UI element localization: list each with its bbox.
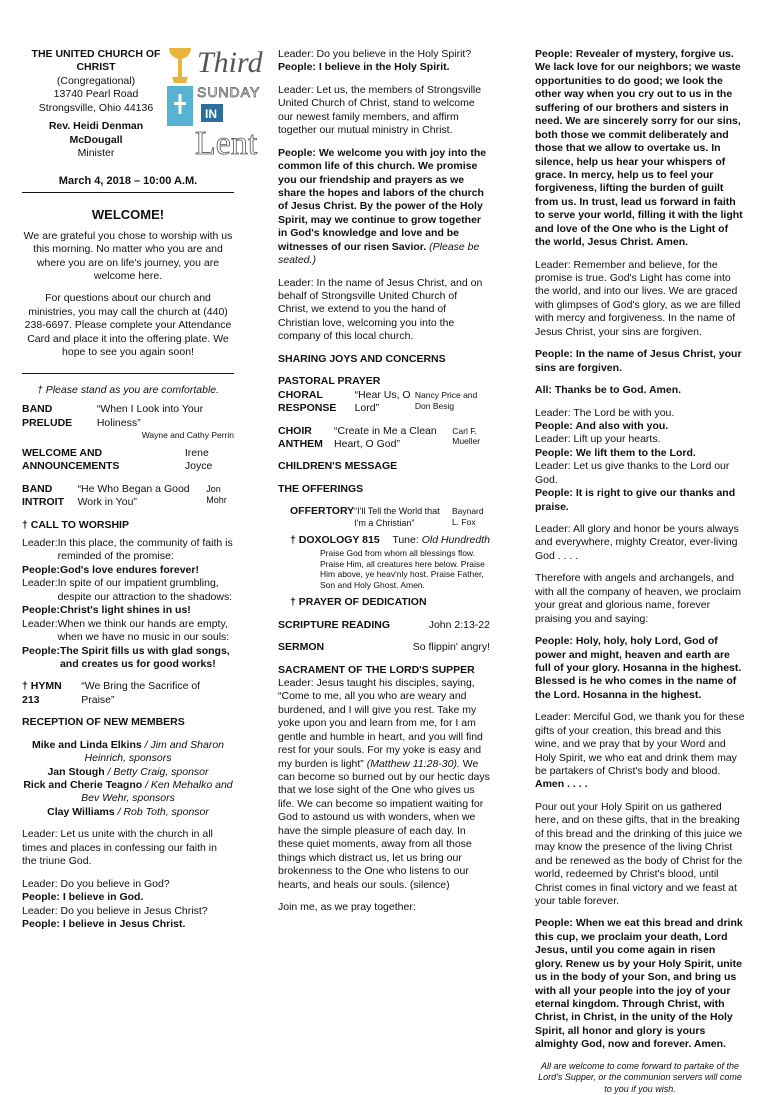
confession-prayer: People: Revealer of mystery, forgive us. We lack love for our neighbors; we waste opportunities to do good; we look the other way when you cry out to us in the suffering of our brothers and sisters in need. We are sincerely sorry for our sins, both those we commit deliberately and those that we allow to overtake us. In silence, help us hear your whispers of grace. In mercy, help us to feel your forgiveness, lifting the burden of guilt from us. In trust, lead us forward in faith to serve your world, filling it with the light and love of the One who is the Light of the world, Jesus Christ. Amen.	[535, 48, 743, 249]
member-sponsors: / Ken Mehalko and Bev Wehr, sponsors	[81, 779, 233, 805]
sacrament-ref: (Matthew 11:28-30).	[366, 757, 460, 770]
announcements-row	[22, 447, 234, 474]
welcome-people-text: People: We welcome you with joy into the common life of this church. We promise you our friendship and prayers as we share the hopes and labors of the church of Jesus Christ. By the power of the Holy Spirit, may we continue to grow together in God's knowledge and love and be witnesses of our risen Savior.	[278, 146, 487, 253]
choir-anthem-label: CHOIR ANTHEM	[278, 424, 323, 450]
band-prelude-row	[22, 403, 234, 430]
call-text: In this place, the community of faith is reminded of the promise:	[57, 537, 233, 563]
communion-dialog	[535, 407, 745, 515]
joys-concerns-heading: SHARING JOYS AND CONCERNS	[278, 352, 446, 365]
creed-q2: Leader: Do you believe in Jesus Christ?	[22, 904, 208, 917]
call-speaker: Leader:	[22, 577, 58, 590]
welcome-paragraph-2: For questions about our church and ministries, you may call the church at (440) 238-6697. Please complete your Attendance Card and place it into the offering plate. We hope to see you again soon!	[24, 292, 232, 359]
church-info	[22, 48, 170, 161]
scripture-row	[278, 619, 490, 632]
divider	[22, 192, 234, 193]
hymn-title: “We Bring the Sacrifice of Praise”	[81, 680, 201, 706]
column-3	[535, 48, 745, 1095]
member-sponsors: / Betty Craig, sponsor	[104, 765, 209, 778]
choir-anthem-title: “Create in Me a Clean Heart, O God”	[334, 424, 437, 450]
choir-anthem-composer: Carl F. Mueller	[452, 425, 481, 447]
call-speaker: People:	[22, 644, 60, 657]
member-name: Mike and Linda Elkins	[32, 738, 142, 751]
pastor-title: Minister	[77, 147, 115, 160]
band-introit-composer: Jon Mohr	[206, 483, 227, 506]
doxology-tune-label: Tune:	[392, 534, 419, 547]
choral-response-composer: Nancy Price and Don Besig	[414, 389, 478, 411]
scripture-label: SCRIPTURE READING	[278, 618, 391, 631]
extend-hand-leader: Leader: In the name of Jesus Christ, and on behalf of Strongsville United Church of Christ, we extend to you the hand of Christian love, welcoming you into the company of this local church.	[278, 276, 483, 343]
member-sponsors: / Rob Toth, sponsor	[114, 805, 209, 818]
call-to-worship-label: † CALL TO WORSHIP	[22, 518, 129, 531]
church-name: THE UNITED CHURCH OF CHRIST	[31, 48, 161, 74]
sermon-title: So flippin' angry!	[412, 641, 490, 654]
forgiven-people: People: In the name of Jesus Christ, your sins are forgiven.	[535, 348, 742, 374]
call-line	[22, 577, 234, 604]
call-line	[22, 537, 234, 564]
thanks-all: All: Thanks be to God. Amen.	[535, 384, 682, 397]
choir-anthem-row	[278, 425, 490, 452]
glory-leader: Leader: All glory and honor be yours always and everywhere, mighty Creator, ever-living God . . . .	[535, 523, 739, 562]
new-member	[22, 806, 234, 819]
dialog-line: Leader: Let us give thanks to the Lord our God.	[535, 460, 730, 486]
member-sponsors: / Jim and Sharon Heinrich, sponsors	[84, 738, 224, 765]
childrens-message-heading: CHILDREN'S MESSAGE	[278, 460, 398, 473]
column-2	[278, 48, 490, 914]
band-introit-label: BAND INTROIT	[22, 482, 64, 509]
new-member	[22, 779, 234, 806]
doxology-tune	[392, 534, 490, 547]
call-line	[22, 618, 234, 645]
band-prelude-composer: Wayne and Cathy Perrin	[141, 429, 234, 440]
hymn-label: † HYMN 213	[22, 680, 62, 706]
sacrament-text-1: Leader: Jesus taught his disciples, saying, “Come to me, all you who are weary and burdened, and I will give you rest. Take my yoke upon you and learn from me, for I am gentle and humble in heart, and you will find rest for your souls. For my yoke is easy and my burden is light”	[278, 676, 483, 770]
offertory-label: OFFERTORY	[290, 505, 355, 518]
choral-response-title: “Hear Us, O Lord”	[354, 388, 411, 415]
call-speaker: Leader:	[22, 617, 58, 630]
pastoral-prayer-heading: PASTORAL PRAYER	[278, 375, 381, 388]
band-introit-row	[22, 483, 234, 510]
merciful-leader	[535, 711, 745, 792]
dialog-line: People: And also with you.	[535, 419, 669, 432]
member-name: Rick and Cherie Teagno	[23, 779, 143, 792]
band-prelude-title: “When I Look into Your Holiness”	[96, 403, 204, 429]
call-text: God's love endures forever!	[59, 563, 199, 576]
new-members-list	[22, 739, 234, 820]
doxology-text: Praise God from whom all blessings flow. Praise Him, all creatures here below. Praise Him above, ye heav'nly host. Praise Father, Son and Holy Ghost. Amen.	[320, 547, 485, 591]
new-member	[22, 766, 234, 779]
dialog-line: People: It is right to give our thanks and praise.	[535, 487, 736, 513]
creed-a1: People: I believe in God.	[22, 891, 144, 904]
proclaim-people: People: When we eat this bread and drink this cup, we proclaim your death, Lord Jesus, until you come again in risen glory. Renew us by your Holy Spirit, unite us in the body of your Son, and bring us with all your people into the joy of your eternal kingdom. Through Christ, with Christ, in Christ, in the unity of the Holy Spirit, all honor and glory is yours almighty God, now and forever. Amen.	[535, 917, 743, 1051]
divider	[22, 373, 234, 374]
dialog-line: People: We lift them to the Lord.	[535, 446, 696, 459]
church-city: Strongsville, Ohio 44136	[38, 101, 154, 114]
creed-a2: People: I believe in Jesus Christ.	[22, 917, 186, 930]
choral-response-label: CHORAL RESPONSE	[278, 388, 337, 415]
logo-word-in: IN	[205, 107, 217, 121]
offertory-title: “I'll Tell the World that I'm a Christian”	[354, 506, 440, 528]
call-speaker: Leader:	[22, 537, 58, 550]
offertory-row	[278, 505, 490, 529]
merciful-text: Leader: Merciful God, we thank you for these gifts of your creation, this bread and this wine, and we pray that by your Word and Holy Spirit, we who eat and drink them may be partakers of Christ's body and blood.	[535, 711, 745, 777]
call-line	[22, 564, 234, 577]
welcome-title: WELCOME!	[91, 207, 165, 223]
sermon-label: SERMON	[278, 641, 325, 654]
dialog-line: Leader: Lift up your hearts.	[535, 433, 661, 446]
dialog-line: Leader: The Lord be with you.	[535, 406, 675, 419]
call-speaker: People:	[22, 604, 60, 617]
third-sunday-in-lent-logo	[165, 42, 263, 162]
sermon-row	[278, 641, 490, 654]
column-1	[22, 46, 263, 931]
announcements-name: Irene Joyce	[184, 446, 213, 473]
angels-text: Therefore with angels and archangels, and with all the company of heaven, we proclaim your great and glorious name, forever praising you and saying:	[535, 572, 742, 625]
merciful-amen: Amen . . . .	[535, 778, 588, 791]
welcome-paragraph-1: We are grateful you chose to worship with us this morning. No matter who you are and where you are on life's journey, you are welcome here.	[23, 229, 233, 283]
offerings-heading: THE OFFERINGS	[278, 482, 364, 495]
stand-welcome-leader: Leader: Let us, the members of Strongsville United Church of Christ, stand to welcome our newest family members, and affirm together our mutual ministry in Christ.	[278, 83, 482, 137]
call-speaker: People:	[22, 563, 60, 576]
sacrament-text-2: We can become so burned out by our hectic days that we lose sight of the One who gives us life. We can become so impatient waiting for God to astound us with wonders, when we have the simple pleasure of each day. In these quiet moments, away from all those things which distract us, let us bring our brokenness to the One who listens to our hearts, and heals our souls. (silence)	[278, 757, 490, 891]
chalice-icon	[167, 48, 193, 126]
welcome-people-response	[278, 147, 490, 268]
church-denomination: (Congregational)	[56, 74, 136, 87]
holy-people: People: Holy, holy, holy Lord, God of power and might, heaven and earth are full of your glory. Hosanna in the highest. Blessed is he who comes in the name of the Lord. Hosanna in the highest.	[535, 635, 742, 701]
band-introit-title: “He Who Began a Good Work in You”	[77, 482, 190, 509]
logo-word-sunday: SUNDAY	[197, 84, 261, 100]
member-name: Jan Stough	[47, 765, 105, 778]
call-text: When we think our hands are empty, when we have no music in our souls:	[57, 617, 230, 644]
band-prelude-label: BAND PRELUDE	[22, 403, 73, 429]
call-to-worship-lines	[22, 537, 234, 671]
reception-label: RECEPTION OF NEW MEMBERS	[22, 716, 185, 729]
bulletin-header	[22, 46, 263, 168]
doxology-label: † DOXOLOGY 815	[290, 534, 380, 547]
creed-a3: People: I believe in the Holy Spirit.	[278, 61, 450, 74]
logo-word-lent: Lent	[195, 125, 258, 162]
prayer-dedication-heading: † PRAYER OF DEDICATION	[290, 596, 427, 609]
offertory-composer: Baynard L. Fox	[451, 506, 484, 528]
stand-note: † Please stand as you are comfortable.	[36, 383, 220, 396]
new-member	[22, 739, 234, 766]
doxology-tune-name: Old Hundredth	[421, 534, 490, 547]
call-text: In spite of our impatient grumbling, despite our attraction to the shadows:	[57, 577, 233, 603]
sacrament-text	[278, 677, 490, 892]
call-text: Christ's light shines in us!	[59, 604, 191, 617]
member-name: Clay Williams	[47, 805, 115, 818]
call-text: The Spirit fills us with glad songs, and creates us for good works!	[59, 644, 230, 670]
sacrament-heading: SACRAMENT OF THE LORD'S SUPPER	[278, 663, 475, 676]
unite-leader: Leader: Let us unite with the church in all times and places in confessing our faith in the triune God.	[22, 828, 217, 868]
pour-spirit-text: Pour out your Holy Spirit on us gathered here, and on these gifts, that in the breaking of this bread and the drinking of this juice we may know the presence of the living Christ and be renewed as the body of Christ for the world, redeemed by Christ's blood, until Christ comes in final victory and we feast at your table forever.	[535, 800, 743, 907]
call-line	[22, 604, 234, 617]
logo-word-third: Third	[197, 46, 263, 79]
call-line	[22, 645, 234, 672]
join-prayer: Join me, as we pray together:	[278, 900, 416, 913]
creed-q3: Leader: Do you believe in the Holy Spirit?	[278, 48, 472, 60]
announcements-label: WELCOME AND ANNOUNCEMENTS	[22, 446, 120, 473]
pastor-name: Rev. Heidi Denman McDougall	[48, 120, 144, 146]
scripture-ref: John 2:13-22	[428, 618, 490, 631]
doxology-row	[278, 534, 490, 547]
closing-note: All are welcome to come forward to partake of the Lord's Supper, or the communion servers will come to you if you wish.	[538, 1060, 742, 1094]
creed-q1: Leader: Do you believe in God?	[22, 877, 170, 890]
assurance-leader: Leader: Remember and believe, for the promise is true. God's Light has come into the world, and into our lives. We are graced with glimpses of God's glory, as we are filled with mercy and forgiveness. In the name of Jesus Christ, your sins are forgiven.	[535, 258, 741, 338]
church-address: 13740 Pearl Road	[53, 88, 139, 101]
seated-note: (Please be seated.)	[278, 240, 480, 267]
choral-response-row	[278, 389, 490, 416]
service-date: March 4, 2018 – 10:00 A.M.	[58, 175, 198, 187]
hymn-row	[22, 680, 234, 707]
